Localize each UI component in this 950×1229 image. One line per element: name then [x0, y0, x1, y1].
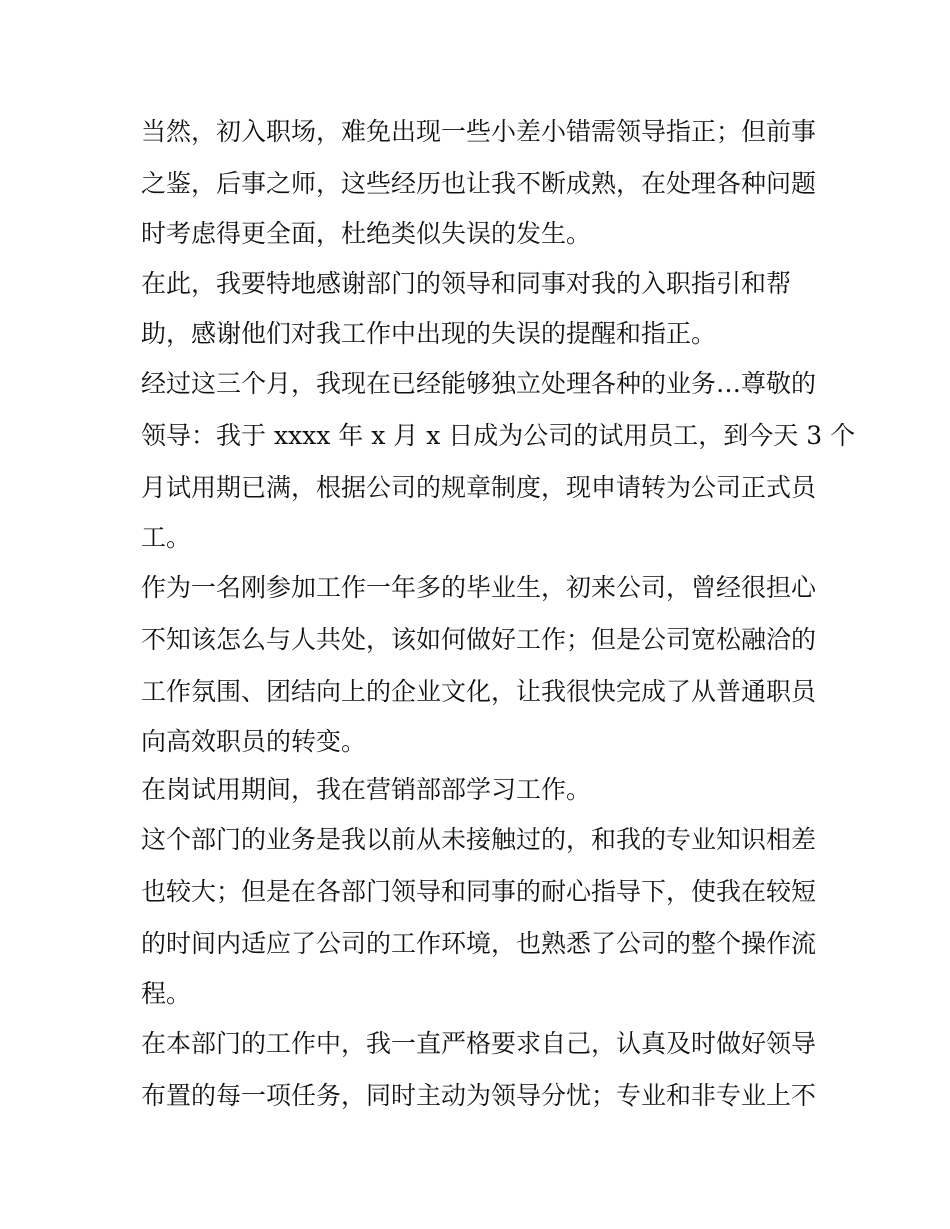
- text-line: 在岗试用期间，我在营销部部学习工作。: [141, 775, 592, 804]
- text-line: 作为一名刚参加工作一年多的毕业生，初来公司，曾经很担心: [141, 573, 817, 602]
- body-text: [141, 106, 856, 1122]
- text-line: 之鉴，后事之师，这些经历也让我不断成熟，在处理各种问题: [141, 169, 817, 198]
- text-line: 月试用期已满，根据公司的规章制度，现申请转为公司正式员: [141, 473, 817, 502]
- text-line: 程。: [141, 979, 192, 1008]
- text-line: 不知该怎么与人共处，该如何做好工作；但是公司宽松融洽的: [141, 625, 817, 654]
- text-line: 当然，初入职场，难免出现一些小差小错需领导指正；但前事: [141, 117, 817, 146]
- text-line: 时考虑得更全面，杜绝类似失误的发生。: [141, 219, 592, 248]
- text-line: 领导：我于 xxxx 年 x 月 x 日成为公司的试用员工，到今天 3 个: [141, 421, 856, 450]
- text-line: 在本部门的工作中，我一直严格要求自己，认真及时做好领导: [141, 1029, 817, 1058]
- text-line: 的时间内适应了公司的工作环境，也熟悉了公司的整个操作流: [141, 929, 817, 958]
- text-line: 布置的每一项任务，同时主动为领导分忧；专业和非专业上不: [141, 1081, 817, 1110]
- text-line: 也较大；但是在各部门领导和同事的耐心指导下，使我在较短: [141, 877, 817, 906]
- text-line: 这个部门的业务是我以前从未接触过的，和我的专业知识相差: [141, 825, 817, 854]
- text-line: 工。: [141, 523, 192, 552]
- text-line: 向高效职员的转变。: [141, 727, 367, 756]
- text-line: 在此，我要特地感谢部门的领导和同事对我的入职指引和帮: [141, 269, 792, 298]
- text-line: 经过这三个月，我现在已经能够独立处理各种的业务…尊敬的: [141, 369, 817, 398]
- text-line: 助，感谢他们对我工作中出现的失误的提醒和指正。: [141, 319, 717, 348]
- text-line: 工作氛围、团结向上的企业文化，让我很快完成了从普通职员: [141, 677, 817, 706]
